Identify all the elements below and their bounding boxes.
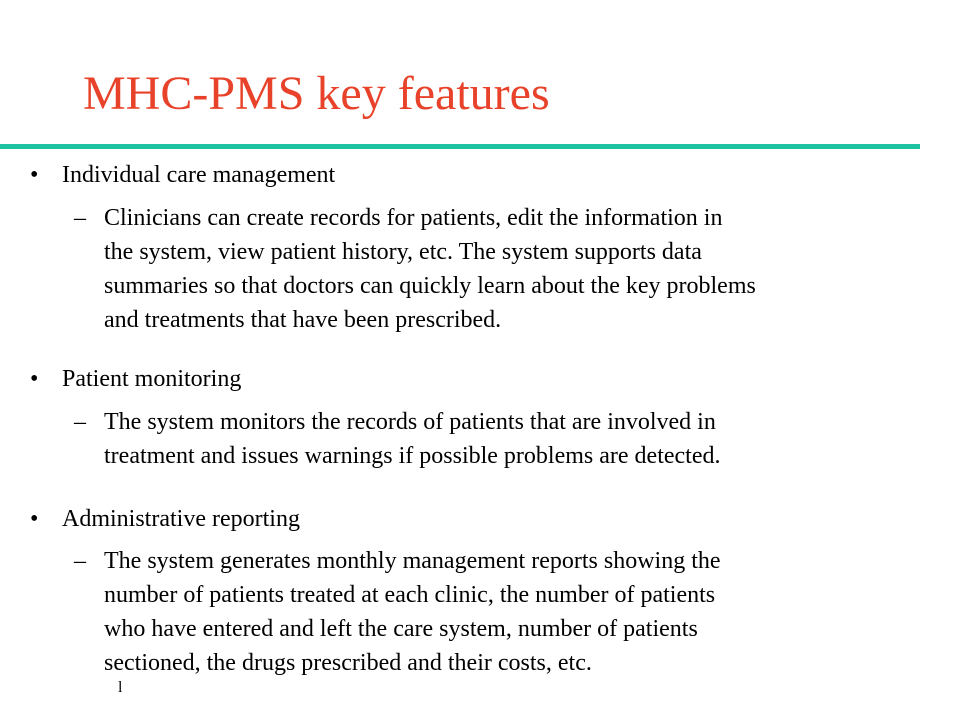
bullet-heading: Individual care management bbox=[62, 162, 336, 188]
dash-icon: – bbox=[74, 205, 86, 231]
bullet-patient-monitoring bbox=[30, 363, 241, 396]
sub-point-patient-monitoring bbox=[74, 405, 924, 473]
bullet-icon: • bbox=[30, 366, 39, 392]
sub-point-individual-care bbox=[74, 201, 924, 337]
bullet-individual-care-management bbox=[30, 159, 335, 192]
sub-point-line: the system, view patient history, etc. The system supports data bbox=[104, 239, 702, 265]
sub-point-line: summaries so that doctors can quickly learn about the key problems bbox=[104, 273, 756, 299]
sub-point-line: number of patients treated at each clinic, the number of patients bbox=[104, 582, 716, 608]
sub-point-administrative-reporting bbox=[74, 544, 924, 680]
sub-point-line: Clinicians can create records for patients, edit the information in bbox=[104, 205, 723, 231]
title-divider bbox=[0, 144, 920, 149]
sub-point-line: who have entered and left the care system, number of patients bbox=[104, 616, 698, 642]
footer-mark: l bbox=[118, 679, 123, 696]
dash-icon: – bbox=[74, 409, 86, 435]
sub-point-line: sectioned, the drugs prescribed and their costs, etc. bbox=[104, 650, 592, 676]
sub-point-line: and treatments that have been prescribed. bbox=[104, 307, 502, 333]
bullet-icon: • bbox=[30, 162, 39, 188]
slide-title: MHC-PMS key features bbox=[83, 67, 550, 120]
bullet-icon: • bbox=[30, 506, 39, 532]
sub-point-line: The system monitors the records of patients that are involved in bbox=[104, 409, 716, 435]
bullet-heading: Patient monitoring bbox=[62, 366, 242, 392]
bullet-heading: Administrative reporting bbox=[62, 506, 300, 532]
sub-point-line: The system generates monthly management reports showing the bbox=[104, 548, 721, 574]
dash-icon: – bbox=[74, 548, 86, 574]
sub-point-line: treatment and issues warnings if possible problems are detected. bbox=[104, 443, 721, 469]
bullet-administrative-reporting bbox=[30, 503, 300, 536]
